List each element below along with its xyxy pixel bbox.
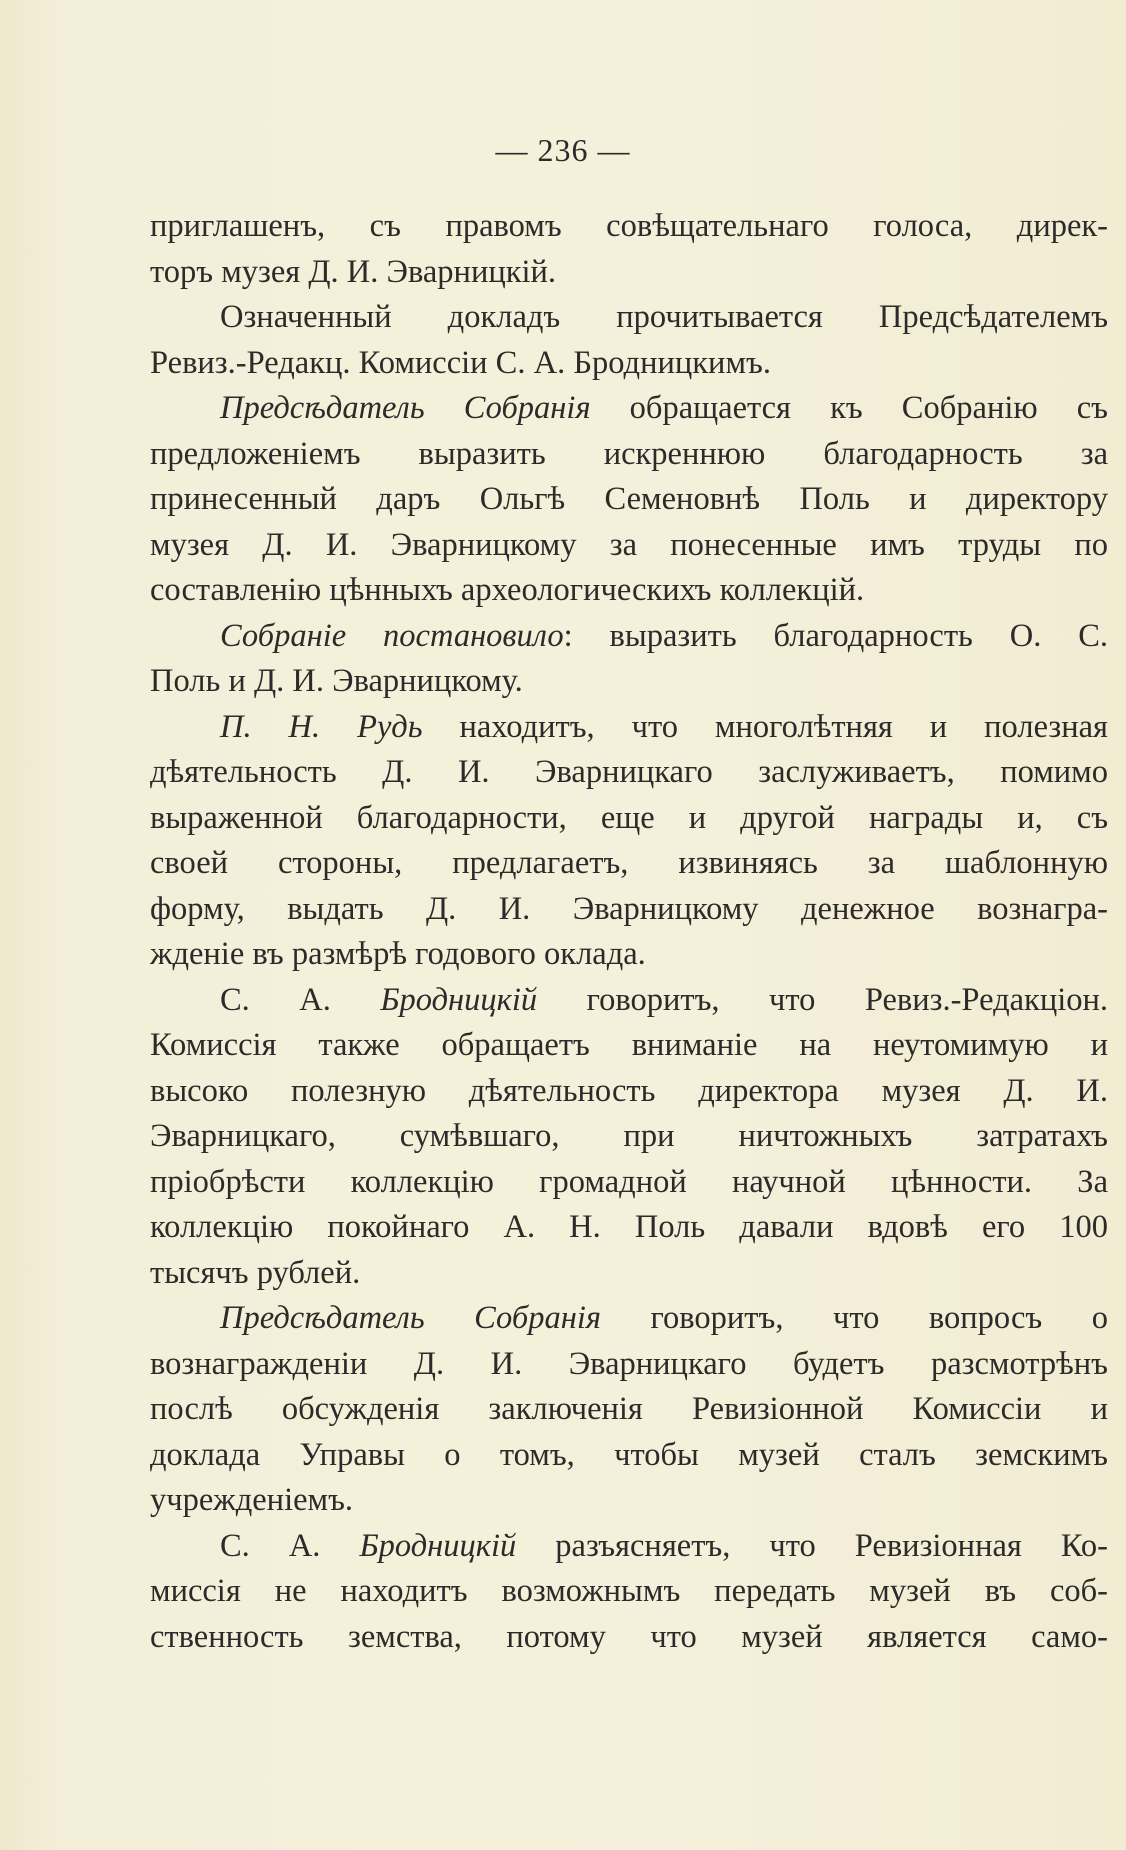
text-line [150, 1387, 1108, 1433]
text-run: жденіе въ размѣрѣ годового оклада. [150, 936, 646, 972]
text-line [150, 1069, 1108, 1115]
text-run: ственность земства, потому что музей является само- [150, 1618, 1108, 1655]
text-line [150, 659, 1108, 705]
text-line [150, 1023, 1108, 1069]
text-run: приглашенъ, съ правомъ совѣщательнаго голоса, дирек- [150, 208, 1108, 244]
text-line [150, 614, 1108, 660]
text-line [150, 386, 1108, 432]
italic-text: Собраніе постановило [220, 617, 564, 654]
text-line [150, 841, 1108, 887]
italic-text: П. Н. Рудь [220, 708, 423, 745]
text-line [150, 1433, 1108, 1479]
text-run: предложеніемъ выразить искреннюю благодарность за [150, 435, 1108, 472]
italic-text: Бродницкій [359, 1527, 517, 1564]
text-line [150, 978, 1108, 1024]
text-run: составленію цѣнныхъ археологическихъ коллекцій. [150, 572, 865, 608]
text-run: тысячъ рублей. [150, 1254, 361, 1291]
italic-text: Бродницкій [380, 981, 538, 1018]
text-line [150, 932, 1108, 978]
text-run: форму, выдать Д. И. Эварницкому денежное вознагра- [150, 890, 1108, 927]
text-run: Означенный докладъ прочитывается Предсѣдателемъ [220, 299, 1108, 335]
text-run: пріобрѣсти коллекцію громадной научной цѣнности. За [150, 1163, 1108, 1200]
text-line [150, 1478, 1108, 1524]
text-line [150, 523, 1108, 569]
text-run: вознагражденіи Д. И. Эварницкаго будетъ разсмотрѣнъ [150, 1345, 1108, 1382]
text-line [150, 750, 1108, 796]
text-run: учрежденіемъ. [150, 1482, 354, 1518]
text-line [150, 568, 1108, 614]
italic-text: Предсѣдатель Собранія [220, 390, 591, 426]
text-line [150, 1205, 1108, 1251]
text-line [150, 1342, 1108, 1388]
text-run: принесенный даръ Ольгѣ Семеновнѣ Поль и директору [150, 481, 1108, 517]
text-line [150, 477, 1108, 523]
text-run: находитъ, что многолѣтняя и полезная [422, 708, 1108, 745]
text-run: Ревиз.-Редакц. Комиссіи С. А. Бродницкимъ. [150, 344, 771, 381]
text-line [150, 1524, 1108, 1570]
text-line [150, 250, 1108, 296]
text-line [150, 204, 1108, 250]
text-line [150, 295, 1108, 341]
text-run: коллекцію покойнаго А. Н. Поль давали вдовѣ его 100 [150, 1209, 1108, 1245]
text-run: разъясняетъ, что Ревизіонная Ко- [516, 1527, 1109, 1564]
text-line [150, 1569, 1108, 1615]
text-run: обращается къ Собранію съ [590, 390, 1108, 426]
text-line [150, 796, 1108, 842]
body-text [150, 204, 1108, 1660]
text-run: послѣ обсужденія заключенія Ревизіонной Комиссіи и [150, 1391, 1108, 1427]
text-line [150, 1251, 1108, 1297]
text-run: дѣятельность Д. И. Эварницкаго заслуживаетъ, помимо [150, 754, 1108, 790]
text-run: С. А. [220, 1527, 360, 1564]
text-line [150, 1114, 1108, 1160]
text-line [150, 705, 1108, 751]
text-line [150, 1296, 1108, 1342]
text-run: говоритъ, что Ревиз.-Редакціон. [537, 981, 1109, 1018]
italic-text: Предсѣдатель Собранія [220, 1300, 601, 1336]
text-run: своей стороны, предлагаетъ, извиняясь за шаблонную [150, 845, 1108, 881]
text-run: миссія не находитъ возможнымъ передать музей въ соб- [150, 1573, 1108, 1609]
page-number: — 236 — [495, 132, 631, 168]
text-run: С. А. [220, 981, 381, 1018]
text-run: высоко полезную дѣятельность директора музея Д. И. [150, 1072, 1108, 1109]
text-line [150, 1160, 1108, 1206]
text-run: торъ музея Д. И. Эварницкій. [150, 253, 557, 290]
text-run: музея Д. И. Эварницкому за понесенные имъ труды по [150, 526, 1108, 563]
text-run: : выразить благодарность О. С. [563, 617, 1108, 654]
text-line [150, 432, 1108, 478]
text-line [150, 887, 1108, 933]
text-run: Комиссія также обращаетъ вниманіе на неутомимую и [150, 1027, 1108, 1063]
text-run: доклада Управы о томъ, чтобы музей сталъ земскимъ [150, 1436, 1108, 1473]
text-run: Поль и Д. И. Эварницкому. [150, 663, 523, 699]
text-line [150, 1615, 1108, 1661]
text-run: Эварницкаго, сумѣвшаго, при ничтожныхъ затратахъ [150, 1118, 1108, 1154]
text-run: выраженной благодарности, еще и другой награды и, съ [150, 799, 1108, 836]
text-line [150, 341, 1108, 387]
text-run: говоритъ, что вопросъ о [600, 1300, 1108, 1336]
